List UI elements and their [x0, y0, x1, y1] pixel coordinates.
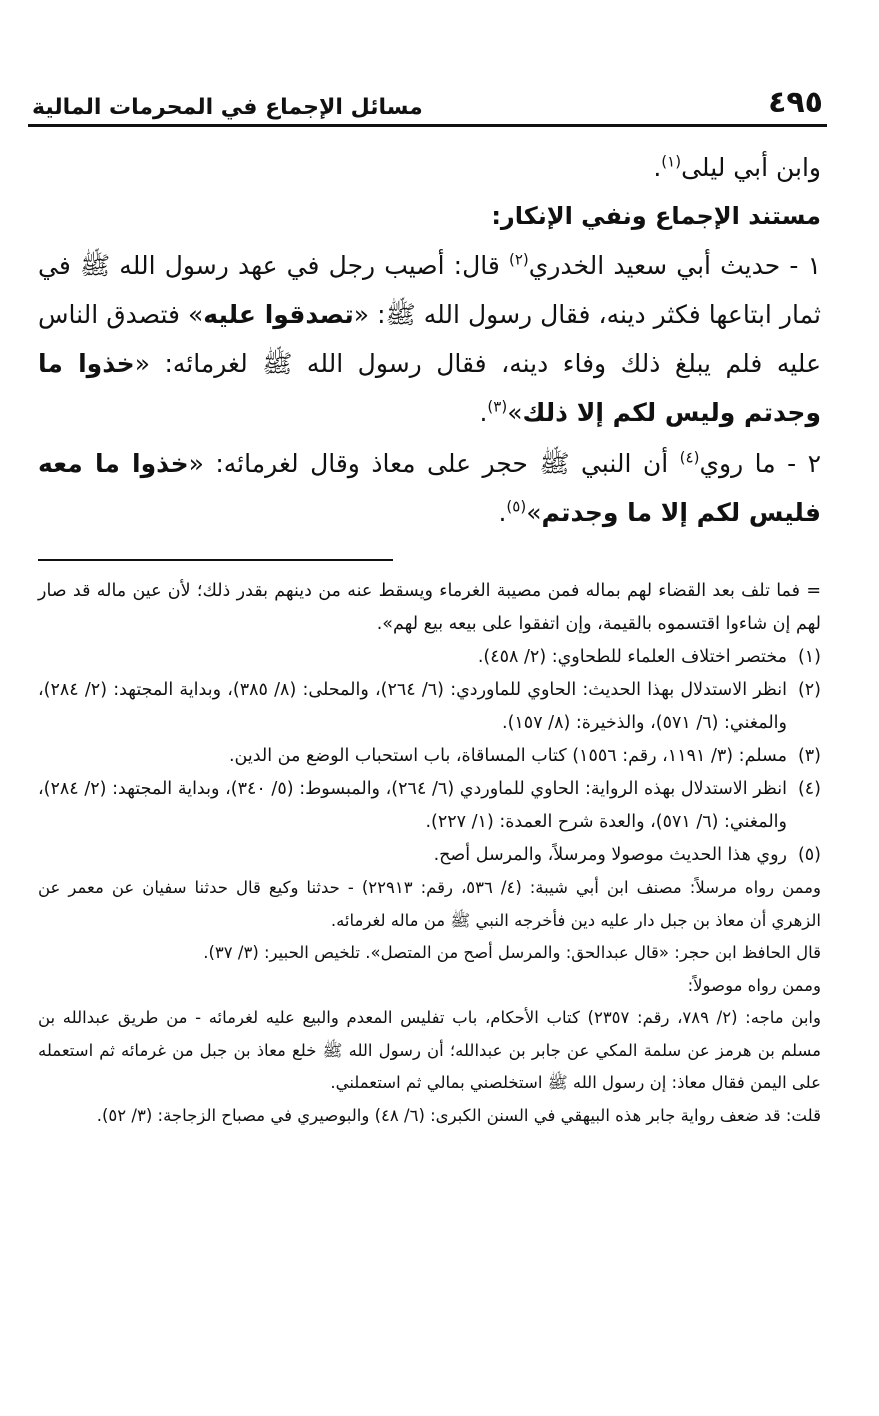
footnote-ref: (٣) [487, 397, 508, 416]
hadith-2-quote: خذوا ما معه فليس لكم إلا ما وجدتم [38, 449, 821, 527]
page-number: ٤٩٥ [768, 85, 823, 120]
hadith-2-close: » [526, 498, 542, 527]
running-title: مسائل الإجماع في المحرمات المالية [32, 95, 423, 120]
footnote-3 [38, 740, 821, 773]
footnote-4 [38, 773, 821, 839]
hadith-1-quote-2: خذوا ما وجدتم وليس لكم إلا ذلك [38, 349, 821, 427]
footnote-5-para-4: وابن ماجه: (٢/ ٧٨٩، رقم: ٢٣٥٧) كتاب الأحكام، باب تفليس المعدم والبيع عليه لغرمائه - من طريق عبدالله بن مسلم بن هرمز عن سلمة المكي عن جابر بن عبدالله؛ أن رسول الله ﷺ خلع معاذ بن جبل من غرمائه ثم استعمله على اليمن فقال معاذ: إن رسول الله ﷺ استخلصني بمالي ثم استعملني. [38, 1008, 821, 1092]
footnote-text: انظر الاستدلال بهذا الحديث: الحاوي للماوردي: (٦/ ٢٦٤)، والمحلى: (٨/ ٣٨٥)، وبداية المجتهد: (٢/ ٢٨٤)، والمغني: (٦/ ٥٧١)، والذخيرة: (٨/ ١٥٧). [38, 680, 788, 733]
hadith-2-end: . [498, 498, 507, 527]
footnote-text: انظر الاستدلال بهذه الرواية: الحاوي للماوردي (٦/ ٢٦٤)، والمبسوط: (٥/ ٣٤٠)، وبداية المجتهد: (٢/ ٢٨٤)، والمغني: (٦/ ٥٧١)، والعدة شرح العمدة: (١/ ٢٢٧). [38, 779, 787, 832]
intro-line [38, 143, 821, 192]
hadith-1 [38, 241, 821, 437]
footnote-number: (٣) [797, 746, 821, 766]
footnote-5-para-2: قال الحافظ ابن حجر: «قال عبدالحق: والمرسل أصح من المتصل». تلخيص الحبير: (٣/ ٣٧). [203, 943, 821, 962]
hadith-1-quote-1: تصدقوا عليه [203, 300, 354, 329]
footnote-ref: (١) [661, 152, 682, 171]
page-header [28, 68, 827, 127]
footnote-number: (٥) [797, 845, 821, 865]
hadith-1-intro: ١ - حديث أبي سعيد الخدري [528, 251, 821, 280]
main-text [38, 143, 821, 537]
footnotes [38, 575, 821, 1132]
footnote-text: مختصر اختلاف العلماء للطحاوي: (٢/ ٤٥٨). [477, 647, 787, 667]
footnote-number: (٢) [797, 680, 821, 700]
footnote-ref: (٤) [679, 448, 700, 467]
footnote-ref: (٢) [509, 250, 529, 269]
hadith-2-text: أن النبي ﷺ حجر على معاذ وقال لغرمائه: « [188, 449, 680, 478]
hadith-1-close: » [507, 398, 523, 427]
footnote-1 [38, 641, 821, 674]
footnote-2 [38, 674, 821, 740]
footnote-number: (١) [797, 647, 821, 667]
footnote-number: (٤) [797, 779, 821, 799]
footnote-5-para-1: وممن رواه مرسلاً: مصنف ابن أبي شيبة: (٤/ ٥٣٦، رقم: ٢٢٩١٣) - حدثنا وكيع قال حدثنا سفيان عن معمر عن الزهري أن معاذ بن جبل دار عليه دين فأخرجه النبي ﷺ من ماله لغرمائه. [38, 878, 821, 930]
footnote-text: روي هذا الحديث موصولا ومرسلاً، والمرسل أصح. [433, 845, 787, 865]
intro-text: وابن أبي ليلى [681, 153, 821, 182]
footnote-text: مسلم: (٣/ ١١٩١، رقم: ١٥٥٦) كتاب المساقاة، باب استحباب الوضع من الدين. [228, 746, 787, 766]
footnote-5-para-5: قلت: قد ضعف رواية جابر هذه البيهقي في السنن الكبرى: (٦/ ٤٨) والبوصيري في مصباح الزجاجة: (٣/ ٥٢). [96, 1105, 821, 1125]
section-heading: مستند الإجماع ونفي الإنكار: [491, 202, 821, 230]
footnote-5-para-3: وممن رواه موصولاً: [687, 975, 821, 995]
footnote-ref: (٥) [506, 497, 527, 516]
hadith-2 [38, 439, 821, 537]
hadith-1-end: . [479, 398, 488, 427]
footnote-continuation: = فما تلف بعد القضاء لهم بماله فمن مصيبة الغرماء ويسقط عنه من دينهم بقدر ذلك؛ لأن عين ماله قد صار لهم إن شاءوا اقتسموه بالقيمة، وإن اتفقوا على بيعه بيع لهم». [38, 581, 821, 634]
hadith-1-text-2: » فتصدق الناس عليه فلم يبلغ ذلك وفاء دينه، فقال رسول الله ﷺ لغرمائه: « [38, 300, 821, 378]
hadith-2-intro: ٢ - ما روي [699, 449, 821, 478]
footnote-separator [38, 559, 393, 561]
intro-end: . [653, 153, 662, 182]
hadith-1-text: قال: أصيب رجل في عهد رسول الله ﷺ في ثمار ابتاعها فكثر دينه، فقال رسول الله ﷺ: « [38, 251, 821, 329]
footnote-5 [38, 839, 821, 872]
